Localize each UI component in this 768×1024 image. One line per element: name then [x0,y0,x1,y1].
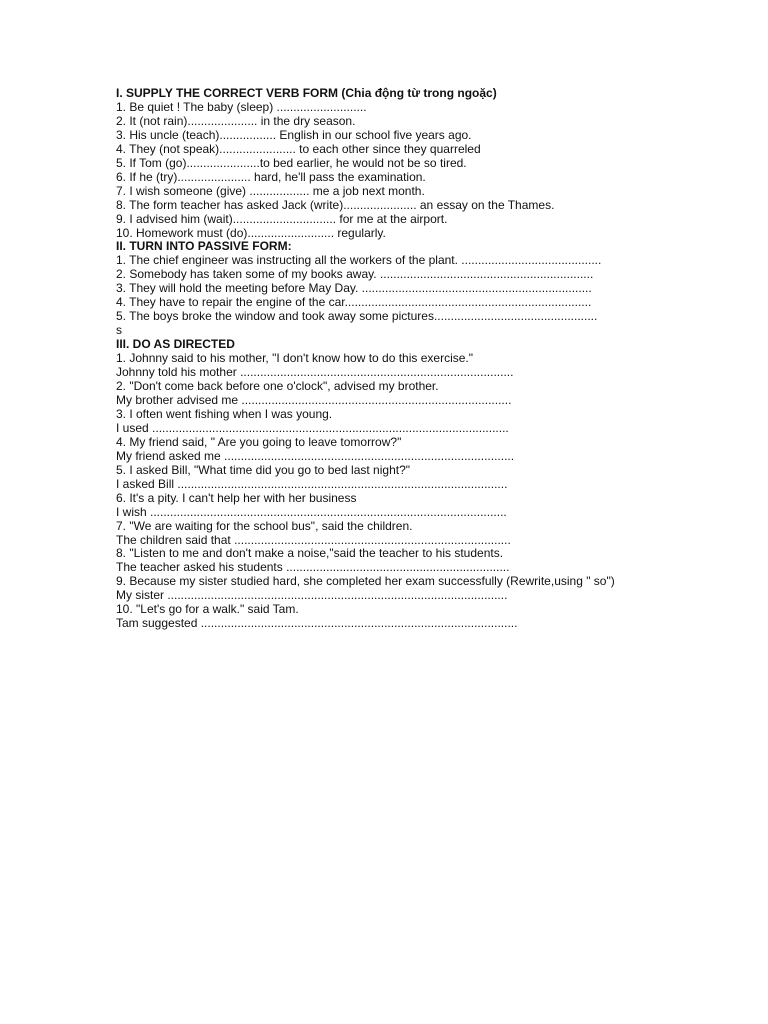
section-3-answer-4: My friend asked me ....................................................................................... [116,448,515,463]
worksheet [116,87,656,631]
section-3-answer-3: I used ........................................................................................................... [116,420,509,435]
section-2-item-5-overflow: s [116,323,122,338]
section-3-prompt-2: 2. "Don't come back before one o'clock", advised my brother. [116,379,439,394]
section-3-answer-10: Tam suggested ............................................................................................... [116,616,518,631]
section-1-item-3: 3. His uncle (teach)................. English in our school five years ago. [116,127,472,142]
section-3-answer-5: I asked Bill ................................................................................................... [116,476,508,491]
section-2-heading: II. TURN INTO PASSIVE FORM: [116,239,292,254]
section-1-item-10: 10. Homework must (do).......................... regularly. [116,225,386,240]
section-2-item-4: 4. They have to repair the engine of the car.......................................................................... [116,295,592,310]
section-3-answer-9: My sister ...................................................................................................... [116,588,508,603]
section-1-item-9: 9. I advised him (wait)............................... for me at the airport. [116,211,448,226]
section-3-prompt-3: 3. I often went fishing when I was young. [116,406,333,421]
section-1-item-1: 1. Be quiet ! The baby (sleep) ........................... [116,99,367,114]
section-3-prompt-7: 7. "We are waiting for the school bus", said the children. [116,518,413,533]
section-3-answer-7: The children said that ................................................................................... [116,532,511,547]
section-2-item-2: 2. Somebody has taken some of my books away. ................................................................ [116,267,594,282]
section-3-prompt-1: 1. Johnny said to his mother, "I don't know how to do this exercise." [116,351,473,366]
section-3-answer-6: I wish ........................................................................................................... [116,504,507,519]
section-2-item-5: 5. The boys broke the window and took away some pictures................................................. [116,309,598,324]
section-3-prompt-4: 4. My friend said, " Are you going to leave tomorrow?" [116,434,402,449]
section-3-prompt-9: 9. Because my sister studied hard, she completed her exam successfully (Rewrite,using " so") [116,574,615,589]
section-1-item-2: 2. It (not rain)..................... in the dry season. [116,113,356,128]
section-3-answer-2: My brother advised me ................................................................................. [116,392,512,407]
section-3-prompt-8: 8. "Listen to me and don't make a noise,"said the teacher to his students. [116,546,504,561]
section-1-item-4: 4. They (not speak)....................... to each other since they quarreled [116,141,481,156]
section-1-item-8: 8. The form teacher has asked Jack (write)...................... an essay on the Thames. [116,197,555,212]
section-3-prompt-5: 5. I asked Bill, "What time did you go to bed last night?" [116,462,411,477]
section-3-heading: III. DO AS DIRECTED [116,337,235,352]
section-1-item-7: 7. I wish someone (give) .................. me a job next month. [116,183,425,198]
section-3-answer-8: The teacher asked his students ................................................................... [116,560,510,575]
section-3-prompt-6: 6. It's a pity. I can't help her with her business [116,490,357,505]
section-2-item-3: 3. They will hold the meeting before May Day. ..................................................................... [116,281,592,296]
section-2-item-1: 1. The chief engineer was instructing all the workers of the plant. .......................................... [116,253,602,268]
section-3-answer-1: Johnny told his mother .................................................................................. [116,365,514,380]
section-3-prompt-10: 10. "Let's go for a walk." said Tam. [116,602,299,617]
section-1-heading: I. SUPPLY THE CORRECT VERB FORM (Chia động từ trong ngoặc) [116,86,497,100]
section-1-item-6: 6. If he (try)...................... hard, he'll pass the examination. [116,169,426,184]
section-1-item-5: 5. If Tom (go)......................to bed earlier, he would not be so tired. [116,155,467,170]
